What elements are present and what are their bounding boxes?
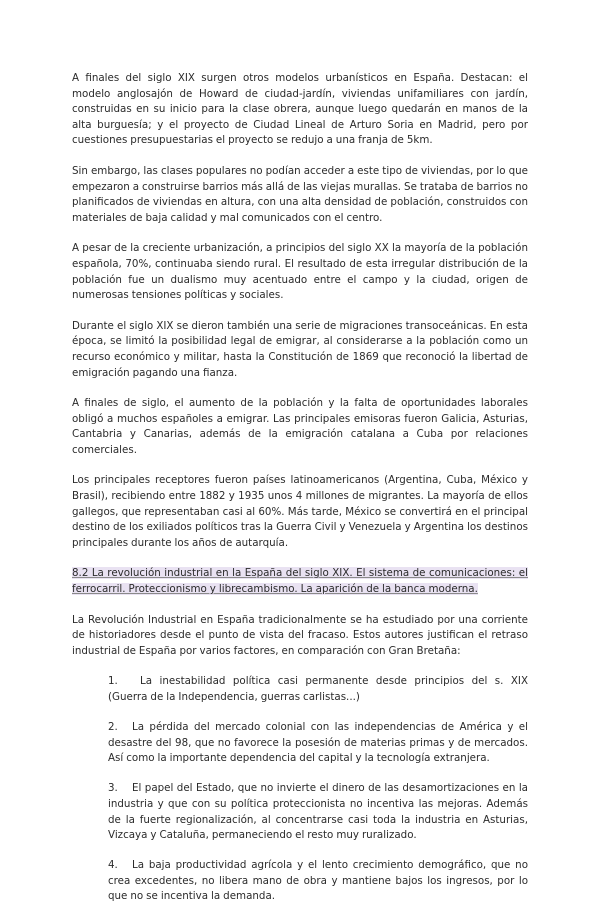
paragraph-emigrar: A finales de siglo, el aumento de la población y la falta de oportunidades laborales obligó a muchos españoles a emigrar. Las principales emisoras fueron Galicia, Asturias, Cantabria y Canarias, además de la emigración catalana a Cuba por relaciones comerciales. xyxy=(72,397,528,456)
list-item-number: 1. xyxy=(108,675,118,688)
paragraph-migraciones: Durante el siglo XIX se dieron también una serie de migraciones transoceánicas. En esta época, se limitó la posibilidad legal de emigrar, al considerarse a la población como un recurso económico y militar, hasta la Constitución de 1869 que reconoció la libertad de emigración pagando una fianza. xyxy=(72,319,528,379)
list-item xyxy=(108,674,528,705)
list-item-text: La pérdida del mercado colonial con las independencias de América y el desastre del 98, que no favorece la posesión de materias primas y de mercados. Así como la importante dependencia del capital y la tecnología extranjera. xyxy=(108,721,528,765)
section-heading-text: 8.2 La revolución industrial en la España del siglo XIX. El sistema de comunicaciones: el ferrocarril. Proteccionismo y librecambismo. La aparición de la banca moderna. xyxy=(72,567,528,596)
list-item-number: 4. xyxy=(108,859,118,872)
paragraph-intro: La Revolución Industrial en España tradicionalmente se ha estudiado por una corriente de historiadores desde el punto de vista del fracaso. Estos autores justifican el retraso industrial de España por varios factores, en comparación con Gran Bretaña: xyxy=(72,613,528,657)
list-item-text: La inestabilidad política casi permanente desde principios del s. XIX (Guerra de la Independencia, guerras carlistas...) xyxy=(108,675,528,703)
paragraph-urbanizacion: A pesar de la creciente urbanización, a principios del siglo XX la mayoría de la población española, 70%, continuaba siendo rural. El resultado de esta irregular distribución de la población fue un dualismo muy acentuado entre el campo y la ciudad, origen de numerosas tensiones políticas y sociales. xyxy=(72,242,528,302)
paragraph-barrios: Sin embargo, las clases populares no podían acceder a este tipo de viviendas, por lo que empezaron a construirse barrios más allá de las viejas murallas. Se trataba de barrios no planificados de viviendas en altura, con una alta densidad de población, construidos con materiales de baja calidad y mal comunicados con el centro. xyxy=(72,164,528,224)
list-item xyxy=(108,858,528,905)
factors-list xyxy=(72,674,528,905)
list-item xyxy=(108,720,528,767)
list-item-number: 3. xyxy=(108,782,118,795)
list-item-number: 2. xyxy=(108,721,118,734)
list-item-text: El papel del Estado, que no invierte el dinero de las desamortizaciones en la industria y que con su política proteccionista no incentiva las mejoras. Además de la fuerte regionalización, al concentrarse casi toda la industria en Asturias, Vizcaya y Cataluña, permaneciendo el resto muy ruralizado. xyxy=(108,782,528,842)
section-heading xyxy=(72,566,528,597)
paragraph-ciudad-jardin: A finales del siglo XIX surgen otros modelos urbanísticos en España. Destacan: el modelo anglosajón de Howard de ciudad-jardín, viviendas unifamiliares con jardín, construidas en su inicio para la clase obrera, aunque luego quedarán en manos de la alta burguesía; y el proyecto de Ciudad Lineal de Arturo Soria en Madrid, pero por cuestiones presupuestarias el proyecto se redujo a una franja de 5km. xyxy=(72,72,528,147)
list-item xyxy=(108,781,528,843)
paragraph-receptores: Los principales receptores fueron países latinoamericanos (Argentina, Cuba, México y Brasil), recibiendo entre 1882 y 1935 unos 4 millones de migrantes. La mayoría de ellos gallegos, que representaban casi al 60%. Más tarde, México se convertirá en el principal destino de los exiliados políticos tras la Guerra Civil y Venezuela y Argentina los destinos principales durante los años de autarquía. xyxy=(72,474,528,549)
document-page xyxy=(72,71,528,920)
list-item-text: La baja productividad agrícola y el lento crecimiento demográfico, que no crea excedentes, no libera mano de obra y mantiene bajos los ingresos, por lo que no se incentiva la demanda. xyxy=(108,859,528,903)
